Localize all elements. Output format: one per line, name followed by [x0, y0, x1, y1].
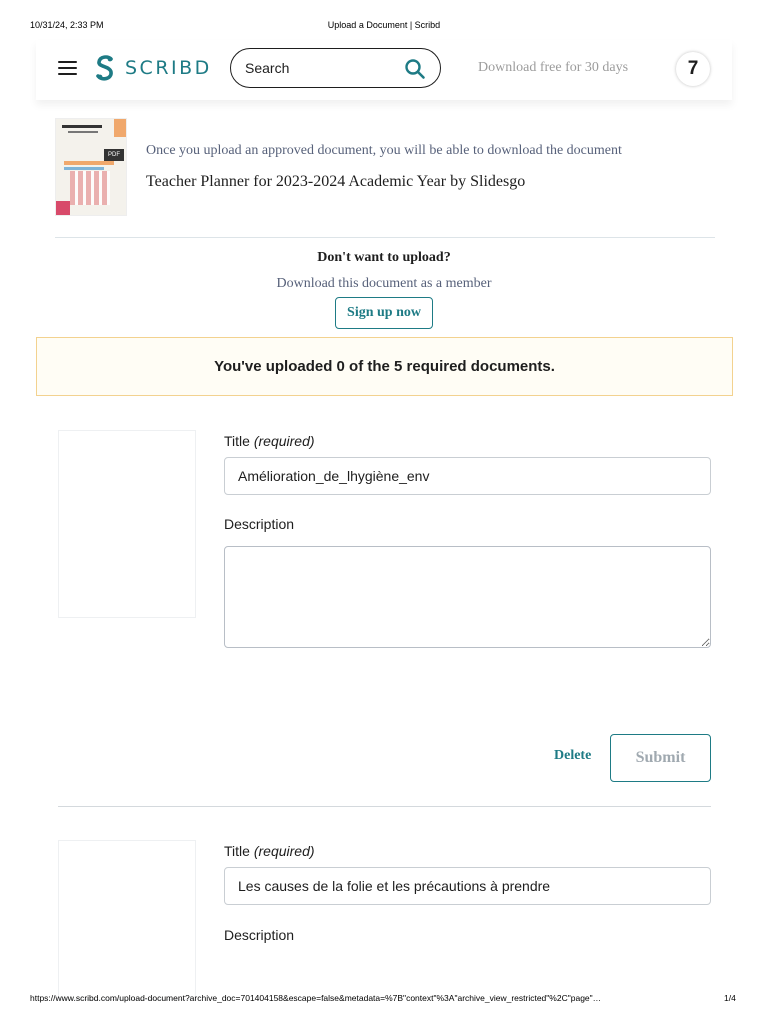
document-thumbnail	[55, 118, 127, 216]
alternate-heading: Don't want to upload?	[317, 250, 451, 265]
print-page-number: 1/4	[724, 993, 736, 1003]
print-page-title: Upload a Document | Scribd	[327, 20, 441, 30]
title-input[interactable]	[224, 867, 711, 905]
scribd-logo-icon	[94, 54, 116, 82]
delete-button[interactable]: Delete	[554, 748, 592, 763]
upload-form-card	[58, 830, 711, 990]
title-label: Title (required)	[224, 433, 315, 449]
document-title: Teacher Planner for 2023-2024 Academic Year by Slidesgo	[146, 173, 526, 190]
title-input[interactable]	[224, 457, 711, 495]
description-label: Description	[224, 927, 295, 943]
alternate-subtext: Download this document as a member	[276, 276, 492, 291]
submit-button[interactable]: Submit	[610, 734, 711, 782]
document-preview	[58, 430, 196, 618]
top-navigation-bar	[36, 40, 732, 100]
print-timestamp: 10/31/24, 2:33 PM	[30, 20, 104, 30]
search-input[interactable]	[245, 58, 395, 78]
title-label: Title (required)	[224, 843, 315, 859]
document-preview	[58, 840, 196, 1000]
search-box[interactable]	[230, 48, 441, 88]
description-textarea[interactable]	[224, 546, 711, 648]
print-header	[0, 0, 768, 40]
upload-note: Once you upload an approved document, you will be able to download the document	[146, 143, 622, 158]
document-info	[55, 118, 715, 238]
logo-text: SCRIBD	[125, 57, 212, 79]
hamburger-menu-icon[interactable]	[58, 61, 77, 75]
search-icon[interactable]	[404, 58, 426, 80]
account-badge[interactable]: 7	[676, 52, 710, 86]
pdf-badge: PDF	[104, 149, 124, 161]
upload-form-card	[58, 420, 711, 807]
description-label: Description	[224, 516, 295, 532]
sign-up-button[interactable]: Sign up now	[335, 297, 433, 329]
upload-progress-notice: You've uploaded 0 of the 5 required documents.	[36, 337, 733, 396]
scribd-logo[interactable]	[94, 53, 212, 83]
print-url: https://www.scribd.com/upload-document?archive_doc=701404158&escape=false&metadata=%7B"context"%3A"archive_view_restricted"%2C"page"…	[30, 993, 602, 1003]
download-free-link[interactable]: Download free for 30 days	[478, 60, 629, 75]
